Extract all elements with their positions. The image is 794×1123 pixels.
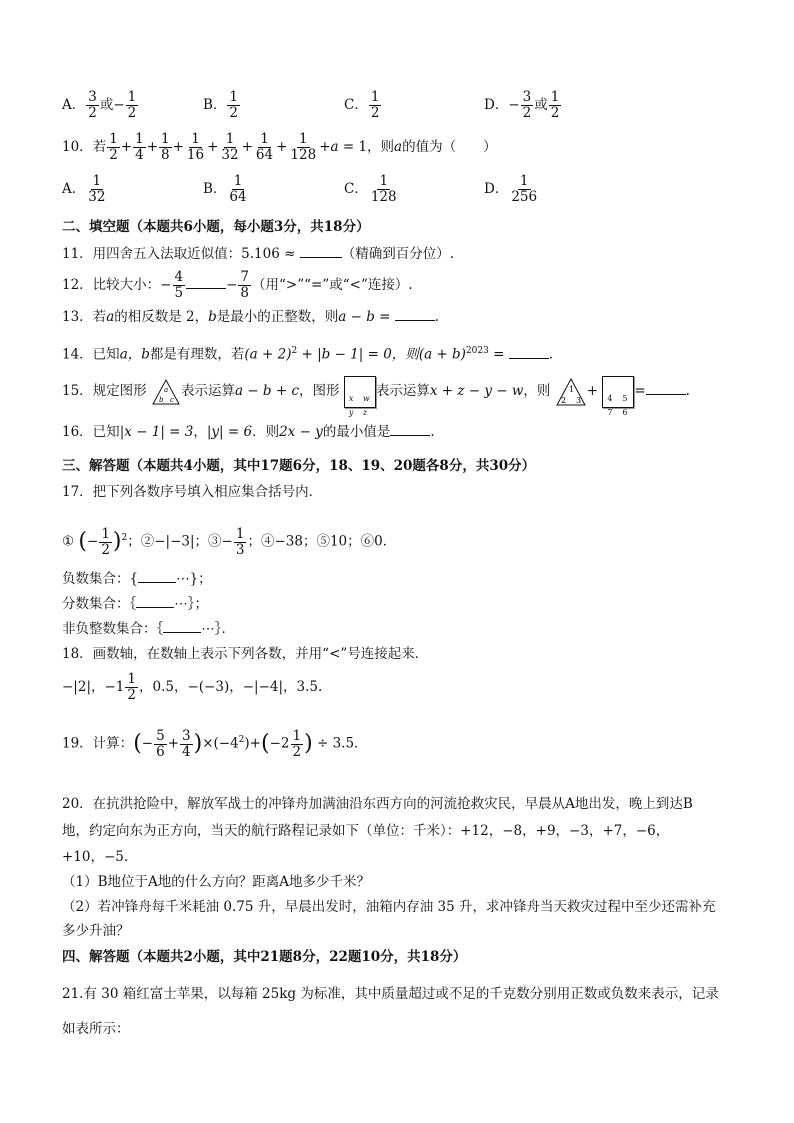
negative-set: 负数集合：{ ⋯}；: [62, 571, 212, 587]
tri-value-bl: 2: [560, 395, 566, 405]
q9-option-b: B． $\frac{1}{2}$: [203, 89, 239, 121]
triangle-operator-icon: [151, 378, 181, 406]
section-2-heading: 二、填空题（本题共6小题，每小题3分，共18分）: [62, 219, 370, 235]
question-20-line-2: 地，约定向东为正方向，当天的航行路程记录如下（单位：千米）：+12，−8，+9，−3，+7，−6，: [62, 823, 670, 839]
section-4-heading: 四、解答题（本题共2小题，其中21题8分，22题10分，共18分）: [62, 949, 467, 965]
question-20-sub-2a: （2）若冲锋舟每千米耗油 0.75 升，早晨出发时，油箱内存油 35 升，求冲锋舟当天救灾过程中至少还需补充: [62, 899, 716, 915]
question-18-title: 18．画数轴，在数轴上表示下列各数，并用“<”号连接起来．: [62, 646, 429, 662]
tri-value-top: 1: [568, 384, 574, 394]
tri-label-b: b: [158, 395, 164, 404]
square-values-icon: 4 5 7 6: [602, 376, 634, 408]
q10-option-a: A． $\frac{1}{32}$: [62, 173, 106, 205]
question-21-line-1: 21.有 30 箱红富士苹果，以每箱 25kg 为标准，其中质量超过或不足的千克数分别用正数或负数来表示，记录: [62, 986, 719, 1002]
question-10: 10．若 $\frac{1}{2}$ + $\frac{1}{4}$ + $\frac{1}{8}$ + $\frac{1}{16}$ + $\frac{1}{32}$ + $\frac{1}{64}$ + $\frac{1}{128}$ +a = 1，则a的值为（ ）: [62, 131, 497, 163]
question-13: 13．若a的相反数是 2，b是最小的正整数，则a − b = .: [62, 309, 440, 325]
question-20-sub-2b: 多少升油？: [62, 923, 130, 939]
nonneg-integer-set: 非负整数集合：｛ ⋯｝．: [62, 621, 235, 637]
question-16: 16．已知|x − 1| = 3，|y| = 6．则2x − y的最小值是 .: [62, 424, 435, 440]
question-12: 12．比较大小：− $\frac{4}{5}$ − $\frac{7}{8}$ （用“>”“=”或“<”连接）.: [62, 269, 413, 301]
tri-label-a: a: [163, 385, 169, 394]
q10-option-c: C． $\frac{1}{128}$: [344, 173, 397, 205]
q9-option-a: A． $\frac{3}{2}$ 或− $\frac{1}{2}$: [62, 89, 137, 121]
fraction-set: 分数集合：｛ ⋯｝；: [62, 596, 208, 612]
q9-option-c: C． $\frac{1}{2}$: [344, 89, 380, 121]
question-21-line-2: 如表所示：: [62, 1021, 130, 1037]
question-20-line-1: 20．在抗洪抢险中，解放军战士的冲锋舟加满油沿东西方向的河流抢救灾民，早晨从A地出发，晚上到达B: [62, 796, 693, 812]
question-20-sub-1: （1）B地位于A地的什么方向？距离A地多少千米？: [62, 874, 371, 890]
question-17-numbers: ① (− $\frac{1}{2}$ )$^2$；②−|−3|；③− $\frac{1}{3}$ ；④−38；⑤10；⑥0．: [62, 525, 397, 558]
triangle-values-icon: [555, 377, 587, 407]
question-17-title: 17．把下列各数序号填入相应集合括号内．: [62, 484, 323, 500]
question-11: 11．用四舍五入法取近似值：5.106 ≈ （精确到百分位）.: [62, 246, 455, 262]
square-operator-icon: x w y z: [344, 376, 376, 408]
q9-option-d: D．− $\frac{3}{2}$ 或 $\frac{1}{2}$: [484, 89, 560, 121]
question-15: 15．规定图形 a b c 表示运算a − b + c，图形 x w y z 表示运算x + z − y − w，则 1 2 3 + 4 5 7 6 = .: [62, 372, 690, 410]
tri-label-c: c: [169, 395, 174, 404]
q10-option-b: B． $\frac{1}{64}$: [203, 173, 247, 205]
tri-value-br: 3: [575, 395, 581, 405]
q10-option-d: D． $\frac{1}{256}$: [484, 173, 538, 205]
question-19: 19．计算：(− $\frac{5}{6}$ + $\frac{3}{4}$ )$\times(-4^2)+(-2$ $\frac{1}{2}$ ) ÷ 3.5．: [62, 727, 368, 760]
question-14: 14．已知a，b都是有理数，若$(a + 2)^2 + |b - 1| = 0$，则$(a + b)^{2023}$ = .: [62, 346, 554, 363]
question-20-line-3: +10，−5．: [62, 849, 138, 865]
question-18-numbers: −|2|，−1 $\frac{1}{2}$ ，0.5，−(−3)，−|−4|，3.5.: [62, 671, 323, 703]
section-3-heading: 三、解答题（本题共4小题，其中17题6分，18、19、20题各8分，共30分）: [62, 458, 536, 474]
